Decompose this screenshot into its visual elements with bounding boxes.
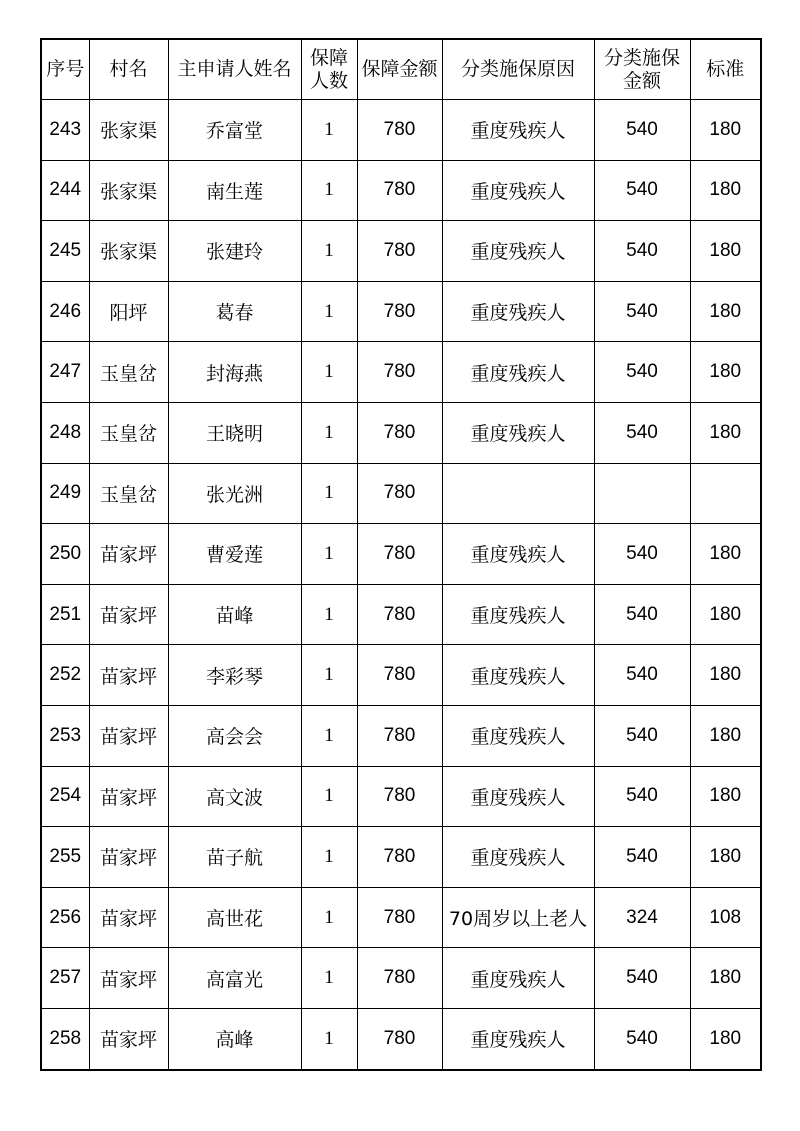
cell-applicant: 张光洲 [168, 463, 301, 524]
cell-applicant: 李彩琴 [168, 645, 301, 706]
cell-standard: 180 [690, 827, 761, 888]
table-row [41, 766, 761, 827]
cell-reason: 重度残疾人 [442, 281, 594, 342]
cell-amount: 780 [357, 584, 442, 645]
cell-index: 245 [41, 221, 89, 282]
cell-village: 张家渠 [89, 160, 168, 221]
cell-class-amount: 540 [594, 100, 690, 161]
header-row [41, 39, 761, 100]
cell-class-amount: 540 [594, 402, 690, 463]
assistance-roster-table [40, 38, 762, 1071]
cell-class-amount: 540 [594, 705, 690, 766]
cell-village: 张家渠 [89, 221, 168, 282]
cell-class-amount: 540 [594, 766, 690, 827]
cell-index: 248 [41, 402, 89, 463]
cell-reason: 重度残疾人 [442, 827, 594, 888]
cell-reason: 重度残疾人 [442, 948, 594, 1009]
cell-amount: 780 [357, 705, 442, 766]
cell-applicant: 曹爱莲 [168, 524, 301, 585]
cell-standard: 108 [690, 887, 761, 948]
table-row [41, 887, 761, 948]
cell-reason: 重度残疾人 [442, 705, 594, 766]
cell-persons: 1 [301, 524, 357, 585]
cell-persons: 1 [301, 402, 357, 463]
table-row [41, 221, 761, 282]
table-row [41, 584, 761, 645]
cell-class-amount [594, 463, 690, 524]
cell-amount: 780 [357, 948, 442, 1009]
cell-class-amount: 540 [594, 342, 690, 403]
cell-village: 苗家坪 [89, 766, 168, 827]
cell-persons: 1 [301, 705, 357, 766]
cell-amount: 780 [357, 887, 442, 948]
cell-village: 苗家坪 [89, 948, 168, 1009]
cell-applicant: 乔富堂 [168, 100, 301, 161]
cell-standard: 180 [690, 281, 761, 342]
cell-class-amount: 540 [594, 584, 690, 645]
cell-reason: 重度残疾人 [442, 100, 594, 161]
cell-standard: 180 [690, 766, 761, 827]
cell-village: 玉皇岔 [89, 402, 168, 463]
table-row [41, 827, 761, 888]
cell-index: 250 [41, 524, 89, 585]
cell-reason: 重度残疾人 [442, 524, 594, 585]
cell-persons: 1 [301, 281, 357, 342]
cell-applicant: 张建玲 [168, 221, 301, 282]
cell-reason: 重度残疾人 [442, 1008, 594, 1069]
cell-village: 苗家坪 [89, 584, 168, 645]
cell-persons: 1 [301, 463, 357, 524]
cell-index: 255 [41, 827, 89, 888]
cell-village: 苗家坪 [89, 524, 168, 585]
cell-index: 247 [41, 342, 89, 403]
cell-standard [690, 463, 761, 524]
cell-standard: 180 [690, 524, 761, 585]
cell-village: 张家渠 [89, 100, 168, 161]
cell-amount: 780 [357, 645, 442, 706]
cell-applicant: 高世花 [168, 887, 301, 948]
cell-reason: 重度残疾人 [442, 766, 594, 827]
cell-amount: 780 [357, 160, 442, 221]
cell-index: 246 [41, 281, 89, 342]
cell-applicant: 封海燕 [168, 342, 301, 403]
table-row [41, 160, 761, 221]
cell-class-amount: 540 [594, 827, 690, 888]
cell-persons: 1 [301, 1008, 357, 1069]
cell-amount: 780 [357, 827, 442, 888]
cell-applicant: 高峰 [168, 1008, 301, 1069]
cell-village: 苗家坪 [89, 887, 168, 948]
cell-amount: 780 [357, 402, 442, 463]
cell-village: 苗家坪 [89, 645, 168, 706]
cell-index: 253 [41, 705, 89, 766]
cell-amount: 780 [357, 281, 442, 342]
table-body [41, 100, 761, 1070]
cell-applicant: 苗峰 [168, 584, 301, 645]
cell-index: 249 [41, 463, 89, 524]
cell-reason [442, 463, 594, 524]
cell-persons: 1 [301, 584, 357, 645]
cell-amount: 780 [357, 221, 442, 282]
cell-standard: 180 [690, 584, 761, 645]
cell-village: 苗家坪 [89, 827, 168, 888]
cell-index: 258 [41, 1008, 89, 1069]
cell-index: 251 [41, 584, 89, 645]
header-village: 村名 [89, 39, 168, 100]
cell-standard: 180 [690, 221, 761, 282]
cell-persons: 1 [301, 160, 357, 221]
cell-applicant: 高富光 [168, 948, 301, 1009]
cell-class-amount: 540 [594, 524, 690, 585]
cell-amount: 780 [357, 766, 442, 827]
cell-index: 252 [41, 645, 89, 706]
cell-reason: 重度残疾人 [442, 160, 594, 221]
cell-class-amount: 324 [594, 887, 690, 948]
cell-standard: 180 [690, 948, 761, 1009]
cell-class-amount: 540 [594, 281, 690, 342]
cell-amount: 780 [357, 463, 442, 524]
cell-class-amount: 540 [594, 221, 690, 282]
cell-class-amount: 540 [594, 948, 690, 1009]
table-row [41, 402, 761, 463]
cell-persons: 1 [301, 645, 357, 706]
cell-standard: 180 [690, 402, 761, 463]
cell-persons: 1 [301, 948, 357, 1009]
header-index: 序号 [41, 39, 89, 100]
cell-persons: 1 [301, 221, 357, 282]
cell-class-amount: 540 [594, 1008, 690, 1069]
cell-applicant: 葛春 [168, 281, 301, 342]
cell-class-amount: 540 [594, 160, 690, 221]
cell-index: 244 [41, 160, 89, 221]
cell-applicant: 南生莲 [168, 160, 301, 221]
cell-village: 苗家坪 [89, 1008, 168, 1069]
cell-persons: 1 [301, 887, 357, 948]
cell-standard: 180 [690, 160, 761, 221]
table-header [41, 39, 761, 100]
table-row [41, 705, 761, 766]
cell-village: 玉皇岔 [89, 463, 168, 524]
cell-persons: 1 [301, 827, 357, 888]
cell-amount: 780 [357, 342, 442, 403]
header-persons: 保障人数 [301, 39, 357, 100]
cell-village: 阳坪 [89, 281, 168, 342]
cell-standard: 180 [690, 342, 761, 403]
header-reason: 分类施保原因 [442, 39, 594, 100]
header-class-amount: 分类施保金额 [594, 39, 690, 100]
table-row [41, 281, 761, 342]
table-row [41, 1008, 761, 1069]
cell-applicant: 苗子航 [168, 827, 301, 888]
cell-amount: 780 [357, 524, 442, 585]
header-standard: 标准 [690, 39, 761, 100]
cell-reason: 70周岁以上老人 [442, 887, 594, 948]
table-row [41, 463, 761, 524]
cell-persons: 1 [301, 342, 357, 403]
cell-standard: 180 [690, 100, 761, 161]
cell-applicant: 高文波 [168, 766, 301, 827]
cell-class-amount: 540 [594, 645, 690, 706]
cell-village: 苗家坪 [89, 705, 168, 766]
cell-standard: 180 [690, 705, 761, 766]
table-row [41, 645, 761, 706]
table-row [41, 342, 761, 403]
cell-persons: 1 [301, 100, 357, 161]
cell-index: 257 [41, 948, 89, 1009]
cell-standard: 180 [690, 645, 761, 706]
cell-standard: 180 [690, 1008, 761, 1069]
cell-index: 243 [41, 100, 89, 161]
cell-reason: 重度残疾人 [442, 402, 594, 463]
table-row [41, 948, 761, 1009]
cell-applicant: 王晓明 [168, 402, 301, 463]
header-applicant: 主申请人姓名 [168, 39, 301, 100]
header-amount: 保障金额 [357, 39, 442, 100]
cell-persons: 1 [301, 766, 357, 827]
cell-amount: 780 [357, 100, 442, 161]
cell-index: 254 [41, 766, 89, 827]
cell-village: 玉皇岔 [89, 342, 168, 403]
cell-amount: 780 [357, 1008, 442, 1069]
cell-reason: 重度残疾人 [442, 221, 594, 282]
cell-reason: 重度残疾人 [442, 645, 594, 706]
table-row [41, 100, 761, 161]
table-row [41, 524, 761, 585]
cell-index: 256 [41, 887, 89, 948]
cell-reason: 重度残疾人 [442, 342, 594, 403]
cell-reason: 重度残疾人 [442, 584, 594, 645]
cell-applicant: 高会会 [168, 705, 301, 766]
